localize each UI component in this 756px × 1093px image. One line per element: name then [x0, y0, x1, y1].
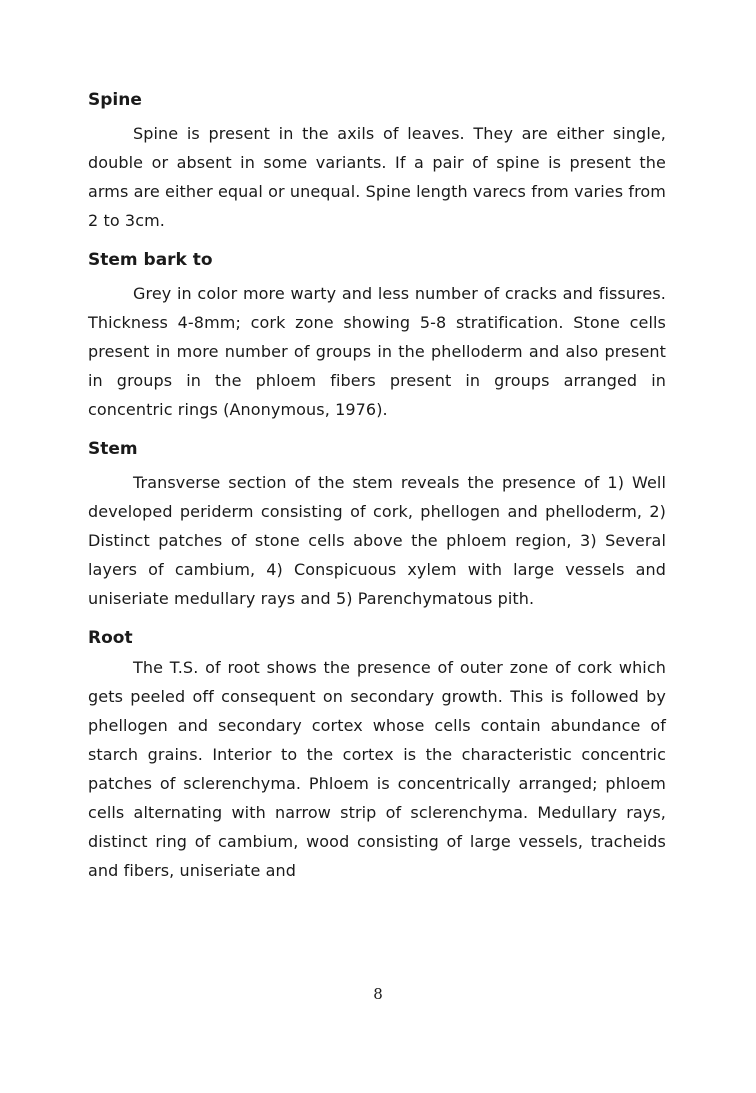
section-stem [88, 435, 666, 613]
document-page [88, 86, 666, 885]
section-spine [88, 86, 666, 235]
section-body-stem: Transverse section of the stem reveals the presence of 1) Well developed periderm consisting of cork, phellogen and phelloderm, 2) Distinct patches of stone cells above the phloem region, 3) Several layers of cambium, 4) Conspicuous xylem with large vessels and uniseriate medullary rays and 5) Parenchymatous pith. [88, 473, 666, 608]
page-number: 8 [373, 985, 383, 1003]
section-stem-bark [88, 246, 666, 424]
section-heading-stem-bark: Stem bark to [88, 250, 213, 270]
section-body-root: The T.S. of root shows the presence of outer zone of cork which gets peeled off consequent on secondary growth. This is followed by phellogen and secondary cortex whose cells contain abundance of starch grains. Interior to the cortex is the characteristic concentric patches of sclerenchyma. Phloem is concentrically arranged; phloem cells alternating with narrow strip of sclerenchyma. Medullary rays, distinct ring of cambium, wood consisting of large vessels, tracheids and fibers, uniseriate and [88, 658, 666, 880]
section-body-spine: Spine is present in the axils of leaves. They are either single, double or absent in some variants. If a pair of spine is present the arms are either equal or unequal. Spine length varecs from varies from 2 to 3cm. [88, 124, 666, 230]
section-heading-stem: Stem [88, 439, 138, 459]
section-heading-root: Root [88, 628, 133, 648]
section-heading-spine: Spine [88, 90, 142, 110]
section-root [88, 624, 666, 885]
section-body-stem-bark: Grey in color more warty and less number of cracks and fissures. Thickness 4-8mm; cork zone showing 5-8 stratification. Stone cells present in more number of groups in the phelloderm and also present in groups in the phloem fibers present in groups arranged in concentric rings (Anonymous, 1976). [88, 284, 666, 419]
